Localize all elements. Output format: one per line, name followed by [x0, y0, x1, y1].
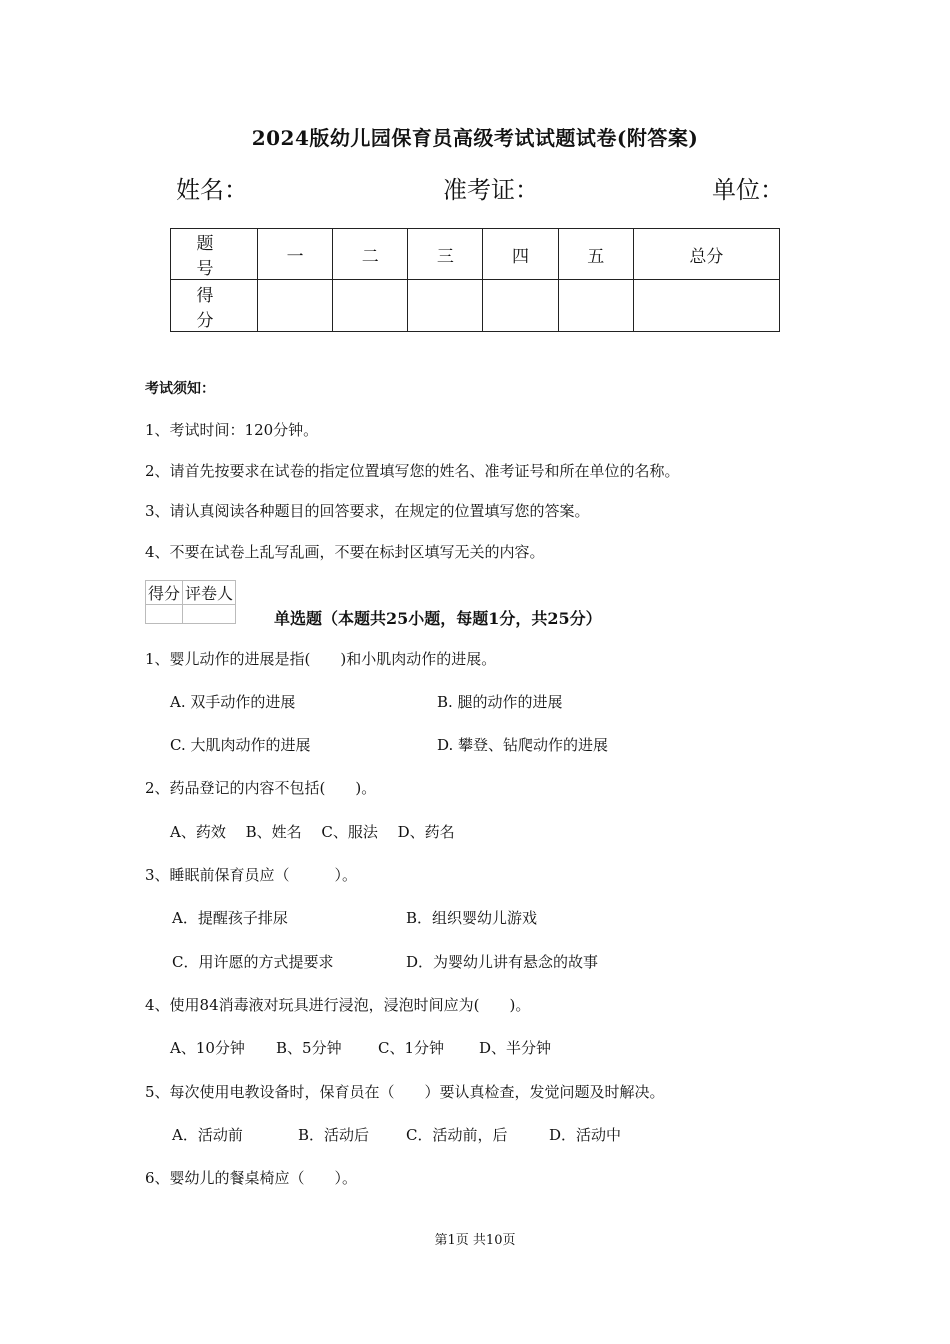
score-table	[170, 228, 780, 332]
option-b: B．组织婴幼儿游戏	[406, 909, 538, 927]
score-table-col-4: 四	[483, 229, 558, 280]
score-table-col-3: 三	[408, 229, 483, 280]
option-a: A. 双手动作的进展	[170, 693, 296, 711]
option-c: C．用许愿的方式提要求	[172, 953, 334, 971]
option-c: C、1分钟	[378, 1039, 445, 1057]
score-cell-4[interactable]	[483, 280, 558, 332]
unit-field-label: 单位：	[712, 176, 784, 204]
score-table-header-row	[171, 229, 780, 280]
score-cell-2[interactable]	[333, 280, 408, 332]
score-table-col-5: 五	[558, 229, 633, 280]
notice-item: 2、请首先按要求在试卷的指定位置填写您的姓名、准考证号和所在单位的名称。	[145, 462, 680, 480]
score-table-col-2: 二	[333, 229, 408, 280]
grader-box-score-label: 得分	[146, 581, 183, 605]
question-stem: 3、睡眠前保育员应（ ）。	[145, 866, 358, 884]
option-b: B、5分钟	[276, 1039, 342, 1057]
grader-box-header	[146, 581, 236, 605]
option-b: B．活动后	[298, 1126, 370, 1144]
notice-item: 4、不要在试卷上乱写乱画，不要在标封区填写无关的内容。	[145, 543, 545, 561]
notice-heading: 考试须知：	[145, 381, 215, 397]
exam-id-field-label: 准考证：	[443, 176, 539, 204]
grader-box-grader-cell[interactable]	[183, 605, 236, 624]
question-stem: 5、每次使用电教设备时，保育员在（ ）要认真检查，发觉问题及时解决。	[145, 1083, 665, 1101]
grader-box-blank-row	[146, 605, 236, 624]
option-a: A、10分钟	[170, 1039, 245, 1057]
score-cell-1[interactable]	[258, 280, 333, 332]
question-stem: 6、婴幼儿的餐桌椅应（ ）。	[145, 1169, 358, 1187]
notice-item: 3、请认真阅读各种题目的回答要求，在规定的位置填写您的答案。	[145, 502, 590, 520]
option-d: D、半分钟	[479, 1039, 552, 1057]
score-cell-5[interactable]	[558, 280, 633, 332]
page-title: 2024版幼儿园保育员高级考试试题试卷(附答案)	[251, 126, 699, 150]
option-c: C．活动前，后	[406, 1126, 508, 1144]
question-stem: 4、使用84消毒液对玩具进行浸泡，浸泡时间应为( )。	[145, 996, 531, 1014]
score-cell-3[interactable]	[408, 280, 483, 332]
grader-box-grader-label: 评卷人	[183, 581, 236, 605]
score-table-col-total: 总分	[633, 229, 779, 280]
grader-box-score-cell[interactable]	[146, 605, 183, 624]
name-field-label: 姓名：	[176, 176, 248, 204]
notice-item: 1、考试时间：120分钟。	[145, 421, 319, 439]
option-a: A．活动前	[172, 1126, 243, 1144]
page-footer: 第1页 共10页	[434, 1233, 516, 1248]
score-table-header-label: 题 号	[171, 229, 258, 280]
section-title: 单选题（本题共25小题，每题1分，共25分）	[274, 609, 602, 628]
option-a: A．提醒孩子排尿	[172, 909, 288, 927]
option-d: D. 攀登、钻爬动作的进展	[437, 736, 609, 754]
score-table-col-1: 一	[258, 229, 333, 280]
question-stem: 1、婴儿动作的进展是指( )和小肌肉动作的进展。	[145, 650, 497, 668]
grader-box	[145, 580, 236, 624]
option-d: D．为婴幼儿讲有悬念的故事	[406, 953, 599, 971]
score-table-score-label: 得 分	[171, 280, 258, 332]
option-d: D．活动中	[549, 1126, 622, 1144]
score-table-score-row	[171, 280, 780, 332]
question-stem: 2、药品登记的内容不包括( )。	[145, 779, 377, 797]
option-b: B. 腿的动作的进展	[437, 693, 563, 711]
option-c: C. 大肌肉动作的进展	[170, 736, 311, 754]
option-row: A、药效 B、姓名 C、服法 D、药名	[170, 823, 455, 841]
score-cell-total[interactable]	[633, 280, 779, 332]
